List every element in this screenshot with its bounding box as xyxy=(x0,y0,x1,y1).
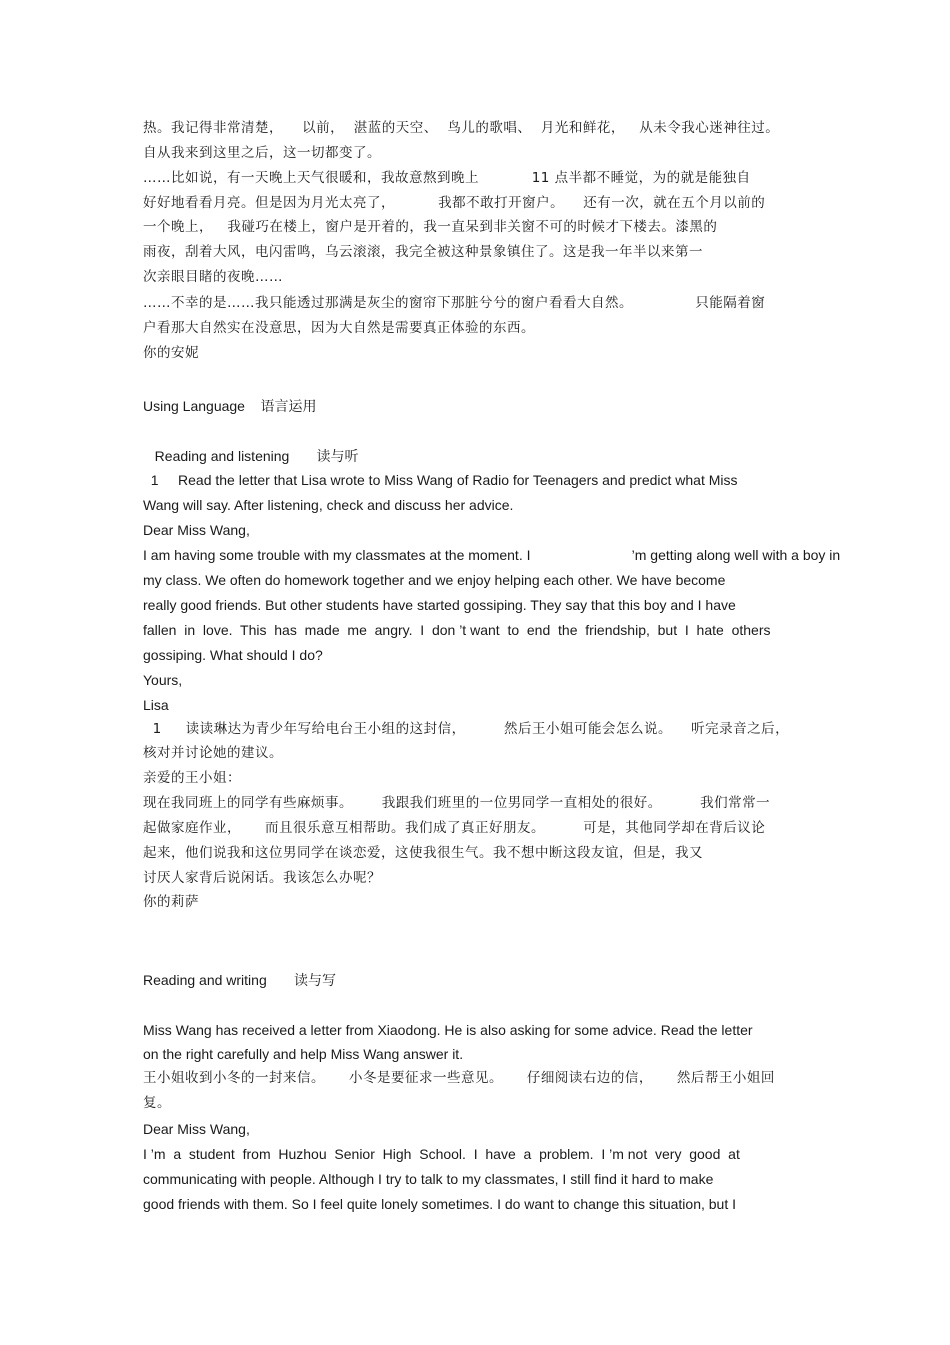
letter-line-zh: 现在我同班上的同学有些麻烦事。 我跟我们班里的一位男同学一直相处的很好。 我们常常一 xyxy=(143,795,771,811)
instruction-line: 1 Read the letter that Lisa wrote to Miss Wang of Radio for Teenagers and predict what Miss xyxy=(143,472,738,488)
instruction-line-zh: 1 读读琳达为青少年写给电台王小组的这封信， 然后王小姐可能会怎么说。 听完录音之后， xyxy=(143,721,790,737)
passage-line: 雨夜，刮着大风，电闪雷鸣，乌云滚滚，我完全被这种景象镇住了。这是我一年半以来第一 xyxy=(143,244,703,260)
letter-greeting: Dear Miss Wang, xyxy=(143,1121,250,1137)
passage-line: 热。我记得非常清楚， 以前， 湛蓝的天空、 鸟儿的歌唱、 月光和鲜花， 从未令我心迷神往过。 xyxy=(143,120,780,136)
letter-signature: Lisa xyxy=(143,697,169,713)
letter-closing: Yours, xyxy=(143,672,183,688)
instruction-line: Wang will say. After listening, check and discuss her advice. xyxy=(143,497,514,513)
letter-line: fallen in love. This has made me angry. I don ’t want to end the friendship, but I hate others xyxy=(143,622,771,638)
instruction-line-zh: 复。 xyxy=(143,1095,171,1111)
passage-line: 户看那大自然实在没意思，因为大自然是需要真正体验的东西。 xyxy=(143,320,535,336)
letter-line: I ’m a student from Huzhou Senior High School. I have a problem. I ’m not very good at xyxy=(143,1146,740,1162)
section-heading-reading-listening: Reading and listening 读与听 xyxy=(143,448,359,464)
passage-line: 次亲眼目睹的夜晚…… xyxy=(143,269,283,285)
section-heading-using-language: Using Language 语言运用 xyxy=(143,398,317,414)
letter-line-zh: 讨厌人家背后说闲话。我该怎么办呢？ xyxy=(143,870,381,886)
passage-line: 一个晚上， 我碰巧在楼上，窗户是开着的，我一直呆到非关窗不可的时候才下楼去。漆黑的 xyxy=(143,219,718,235)
letter-line: my class. We often do homework together and we enjoy helping each other. We have become xyxy=(143,572,726,588)
letter-greeting: Dear Miss Wang, xyxy=(143,522,250,538)
letter-signature-zh: 你的莉萨 xyxy=(143,894,199,910)
letter-line: I am having some trouble with my classmates at the moment. I ’m getting along well with a boy in xyxy=(143,547,841,563)
passage-line: 好好地看看月亮。但是因为月光太亮了， 我都不敢打开窗户。 还有一次，就在五个月以前的 xyxy=(143,195,766,211)
passage-line: ……不幸的是……我只能透过那满是灰尘的窗帘下那脏兮兮的窗户看看大自然。 只能隔着窗 xyxy=(143,295,766,311)
letter-line-zh: 起做家庭作业， 而且很乐意互相帮助。我们成了真正好朋友。 可是，其他同学却在背后议论 xyxy=(143,820,766,836)
passage-line: 自从我来到这里之后，这一切都变了。 xyxy=(143,145,381,161)
passage-line: ……比如说，有一天晚上天气很暖和，我故意熬到晚上 11 点半都不睡觉，为的就是能独自 xyxy=(143,170,751,186)
instruction-line: on the right carefully and help Miss Wang answer it. xyxy=(143,1046,464,1062)
instruction-line-zh: 核对并讨论她的建议。 xyxy=(143,745,283,761)
letter-line: gossiping. What should I do? xyxy=(143,647,323,663)
instruction-line-zh: 王小姐收到小冬的一封来信。 小冬是要征求一些意见。 仔细阅读右边的信， 然后帮王小姐回 xyxy=(143,1070,775,1086)
section-heading-reading-writing: Reading and writing 读与写 xyxy=(143,972,336,988)
instruction-line: Miss Wang has received a letter from Xiaodong. He is also asking for some advice. Read the letter xyxy=(143,1022,753,1038)
letter-line: communicating with people. Although I try to talk to my classmates, I still find it hard to make xyxy=(143,1171,714,1187)
letter-line-zh: 起来，他们说我和这位男同学在谈恋爱，这使我很生气。我不想中断这段友谊，但是，我又 xyxy=(143,845,703,861)
letter-line: really good friends. But other students have started gossiping. They say that this boy and I have xyxy=(143,597,736,613)
passage-signature: 你的安妮 xyxy=(143,345,199,361)
letter-line: good friends with them. So I feel quite lonely sometimes. I do want to change this situation, but I xyxy=(143,1196,736,1212)
letter-greeting-zh: 亲爱的王小姐： xyxy=(143,770,241,786)
